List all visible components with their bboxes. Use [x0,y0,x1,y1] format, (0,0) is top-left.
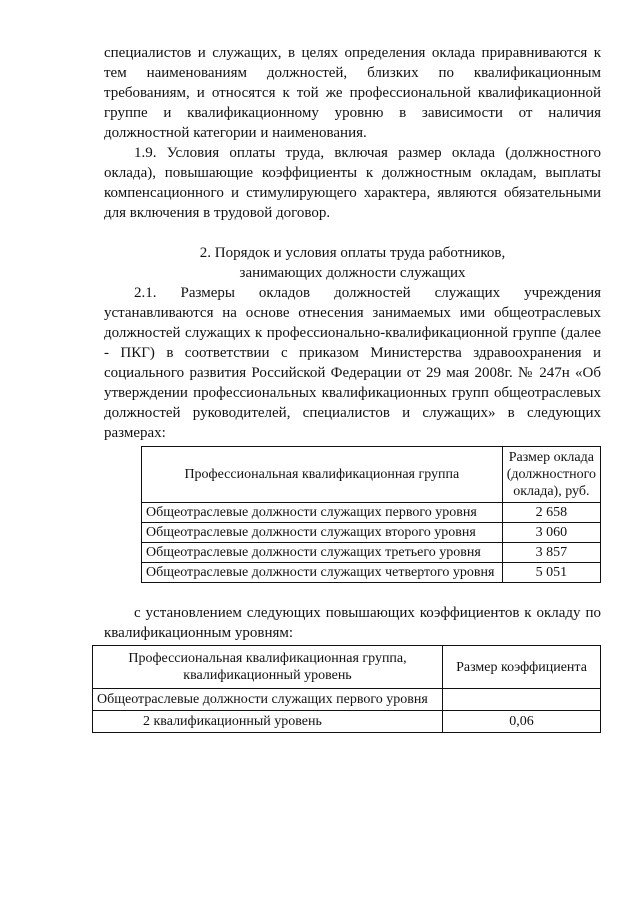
row-salary: 2 658 [502,503,600,523]
table-row [142,503,601,523]
row-group: Общеотраслевые должности служащих первого уровня [142,503,503,523]
row-coefficient: 0,06 [443,711,601,733]
table-row [142,563,601,583]
header-group-level: Профессиональная квалификационная группа, квалификационный уровень [93,646,443,689]
paragraph-2-1: 2.1. Размеры окладов должностей служащих учреждения устанавливаются на основе отнесения занимаемых ими общеотраслевых должностей служащих к профессионально-квалификационной группе (далее - ПКГ) в соответствии с приказом Министерства здравоохранения и социального развития Российской Федерации от 29 мая 2008г. № 247н «Об утверждении профессиональных квалификационных групп общеотраслевых должностей руководителей, специалистов и служащих» в следующих размерах: [104,285,601,441]
paragraph-coefficients: с установлением следующих повышающих коэффициентов к окладу по квалификационным уровням: [104,605,601,641]
row-group: Общеотраслевые должности служащих третьего уровня [142,543,503,563]
salary-table [141,446,601,583]
row-group: Общеотраслевые должности служащих четвертого уровня [142,563,503,583]
table-row [142,543,601,563]
table-row [142,523,601,543]
header-qualification-group: Профессиональная квалификационная группа [142,447,503,503]
row-group: Общеотраслевые должности служащих первого уровня [93,689,443,711]
row-level: 2 квалификационный уровень [93,711,443,733]
paragraph-1-9: 1.9. Условия оплаты труда, включая размер оклада (должностного оклада), повышающие коэффициенты к должностным окладам, выплаты компенсационного и стимулирующего характера, являются обязательными для включения в трудовой договор. [104,145,601,221]
section-2-heading-line1: 2. Порядок и условия оплаты труда работников, [199,245,506,261]
section-2-heading-line2: занимающих должности служащих [239,265,466,281]
table-row [93,689,601,711]
spacer [104,583,601,603]
coefficient-table [92,645,601,733]
salary-table-header [142,447,601,503]
header-coefficient: Размер коэффициента [443,646,601,689]
row-group: Общеотраслевые должности служащих второго уровня [142,523,503,543]
header-salary-size: Размер оклада (должностного оклада), руб. [502,447,600,503]
row-coefficient [443,689,601,711]
row-salary: 5 051 [502,563,600,583]
coefficient-table-header [93,646,601,689]
document-body [97,43,601,733]
spacer [104,223,601,243]
table-row [93,711,601,733]
row-salary: 3 060 [502,523,600,543]
paragraph-continuation: специалистов и служащих, в целях определения оклада приравниваются к тем наименованиям должностей, близких по квалификационным требованиям, и относятся к той же профессиональной квалификационной группе и квалификационному уровню в зависимости от наличия должностной категории и наименования. [104,45,601,141]
row-salary: 3 857 [502,543,600,563]
